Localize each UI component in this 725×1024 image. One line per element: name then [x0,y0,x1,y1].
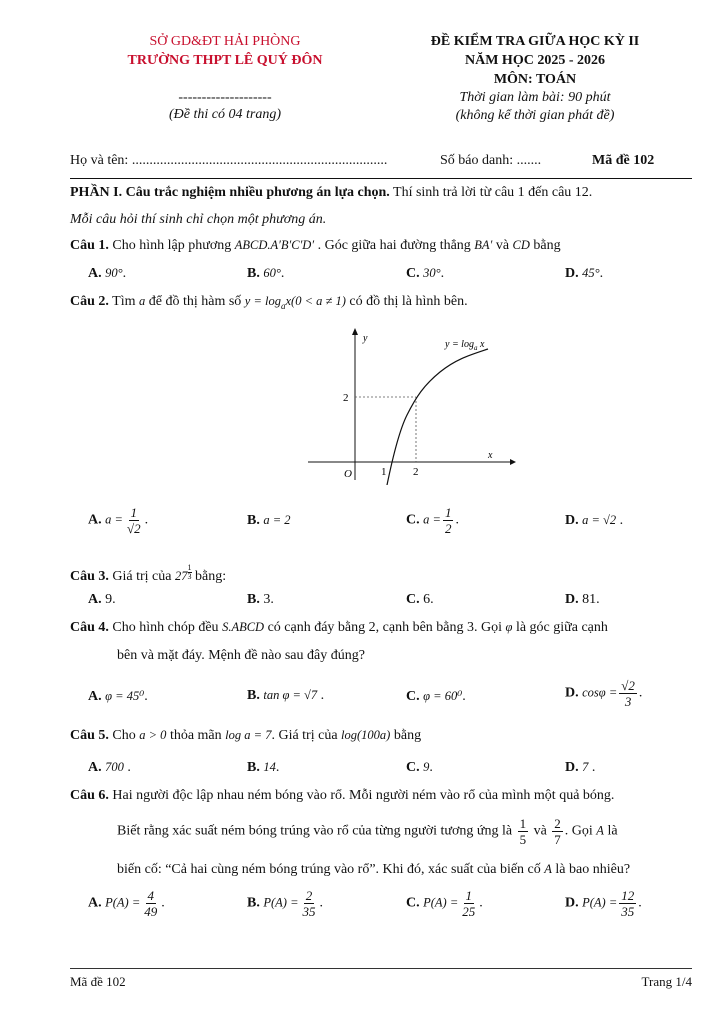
option-value: 6. [423,592,434,607]
q3-text: bằng: [195,569,227,584]
q6-text: . Gọi [564,823,597,839]
question-6-line3 [117,862,630,878]
option-letter: B. [247,760,260,775]
footer-rule [70,968,692,969]
log-curve [386,349,488,485]
fraction-num: √2 [621,678,635,693]
q2-math: a [138,294,146,308]
q6-text: Biết rằng xác suất ném bóng trúng vào rổ của từng người tương ứng là [117,823,513,839]
option-letter: A. [88,592,102,607]
q2-text: để đồ thị hàm số [145,294,245,309]
q2-math-sub: a [281,300,286,311]
fraction-num: 4 [147,888,155,903]
fraction-den: 35 [621,904,635,919]
log-graph [300,325,520,485]
q5-text: bằng [390,728,422,743]
q3-base: 27 [175,569,188,583]
question-4 [70,620,608,636]
option-letter: C. [406,689,420,704]
origin-label: O [344,468,352,480]
q6-text: biến cố: “Cả hai cùng ném bóng trúng vào rổ”. Khi đó, xác suất của biến cố [117,862,545,877]
q1-text: và [492,238,513,253]
subject: MÔN: TOÁN [493,72,577,87]
exam-title: ĐỀ KIỂM TRA GIỮA HỌC KỲ II [430,34,640,49]
option-value: 7 [582,760,589,774]
part1-heading [70,185,592,201]
student-name-label: Họ và tên: ......................................................................... [70,153,388,168]
fraction-num: 2 [554,816,561,831]
q1-text: bằng [529,238,561,253]
fraction [142,888,159,919]
student-id-label: Số báo danh: ....... [440,153,542,168]
q6-option-c[interactable]: C. P(A) = $\frac{1}{25}$ . [406,888,483,919]
option-value: 9. [105,592,116,607]
footer-page-number: Trang 1/4 [641,974,692,989]
option-value: P(A) = [423,895,459,910]
q5-math: a > 0 [139,728,167,742]
footer-exam-code: Mã đề 102 [70,974,126,989]
q5-text: thỏa mãn [166,728,226,743]
header-rule [70,178,692,179]
fraction-num: 1 [519,816,527,831]
q4-label: Câu 4. [70,620,109,635]
q2-text: có đồ thị là hình bên. [345,294,468,309]
q4-option-d[interactable]: D. cosφ = $\frac{√2}{3}$ . [565,678,643,709]
option-value: P(A) = [263,895,299,910]
option-value: 700 [105,760,124,774]
q5-text: . Giá trị của [271,728,342,743]
fraction-den: 25 [462,904,476,919]
q4-text: Cho hình chóp đều [108,620,223,635]
fraction-den: 2 [444,521,452,536]
exam-time-note: (không kể thời gian phát đề) [455,108,615,123]
option-letter: D. [565,513,579,528]
option-letter: B. [247,513,260,528]
question-3 [70,564,226,585]
option-value: φ = 60⁰ [423,689,463,703]
option-value: a = 2 [263,513,291,527]
q3-option-b[interactable] [247,592,274,608]
fraction-den: 7 [554,832,561,847]
q5-option-b[interactable]: B. 14. [247,760,280,775]
option-value: a = [105,512,123,527]
q2-option-a[interactable]: A. a = $\frac{1}{√2}$ . [88,505,149,536]
option-letter: A. [88,760,102,775]
y-axis-label: y [363,333,368,344]
q1-math: ABCD.A′B′C′D′ [234,238,315,252]
q5-option-c[interactable]: C. 9. [406,760,433,775]
fraction-num: 2 [305,888,313,903]
tick-x-2: 2 [413,466,419,478]
option-value: 14 [263,760,276,774]
option-value: a = √2 [582,513,617,527]
fraction [460,888,477,919]
part1-title: PHẦN I. Câu trắc nghiệm nhiều phương án lựa chọn. [70,185,390,200]
option-value: cosφ = [582,685,618,700]
option-letter: D. [565,760,579,775]
question-6 [70,788,614,804]
q1-text: . Góc giữa hai đường thẳng [314,238,475,253]
fraction-den: √2 [126,521,141,536]
q6-math: A [544,862,552,876]
tick-y-2: 2 [343,392,349,404]
q1-text: Cho hình lập phương [108,238,235,253]
q2-math: y = log [244,294,281,308]
option-letter: C. [406,895,420,911]
q6-text: là [603,823,618,839]
fraction-num: 1 [130,505,137,520]
option-value: 90° [105,266,123,280]
fraction-den: 49 [144,904,158,919]
option-value: a = [423,512,441,527]
option-value: φ = 45⁰ [105,689,145,703]
q4-math: S.ABCD [222,620,265,634]
q6-text: Hai người độc lập nhau ném bóng vào rổ. Mỗi người ném vào rổ của mình một quả bóng. [108,788,615,803]
q6-option-d[interactable]: D. P(A) = $\frac{12}{35}$ . [565,888,642,919]
option-letter: B. [247,895,260,911]
option-letter: B. [247,592,260,607]
option-value: 45° [582,266,600,280]
q3-option-c[interactable] [406,592,434,608]
q3-exponent [188,564,192,581]
option-letter: B. [247,688,260,703]
tick-x-1: 1 [381,466,387,478]
exp-den: 3 [187,572,192,581]
question-4-line2: bên và mặt đáy. Mệnh đề nào sau đây đúng? [117,648,365,663]
option-letter: D. [565,592,579,607]
option-value: 60° [263,266,281,280]
part1-desc: Thí sinh trả lời từ câu 1 đến câu 12. [389,185,593,200]
q6-text: và [533,823,547,839]
option-value: 81. [582,592,600,607]
q1-option-d[interactable]: D. 45°. [565,266,604,281]
q5-option-d[interactable]: D. 7 . [565,760,596,775]
option-value: 3. [263,592,274,607]
q3-option-d[interactable] [565,592,600,608]
x-axis-label: x [488,450,493,461]
q1-math: BA′ [474,238,493,252]
question-5 [70,728,421,744]
q6-text: là bao nhiêu? [551,862,631,877]
option-value: P(A) = [582,895,618,910]
header-divider: -------------------- [178,90,272,105]
q2-option-c[interactable]: C. a = $\frac{1}{2}$ . [406,505,459,536]
q6-option-b[interactable]: B. P(A) = $\frac{2}{35}$ . [247,888,323,919]
option-letter: C. [406,592,420,607]
q5-text: Cho [108,728,140,743]
question-1 [70,238,561,254]
q4-option-b[interactable]: B. tan φ = √7 . [247,688,325,703]
part1-note: Mỗi câu hỏi thí sinh chỉ chọn một phương án. [70,212,327,227]
option-letter: C. [406,760,420,775]
q2-option-d[interactable]: D. a = √2 . [565,513,624,528]
fraction-num: 1 [465,888,473,903]
option-letter: A. [88,266,102,281]
fraction [619,888,636,919]
q1-math: CD [512,238,530,252]
option-letter: A. [88,512,102,528]
q6-option-a[interactable]: A. P(A) = $\frac{4}{49}$ . [88,888,165,919]
q5-label: Câu 5. [70,728,109,743]
q1-label: Câu 1. [70,238,109,253]
q1-option-a[interactable]: A. 90°. [88,266,127,281]
q3-option-a[interactable] [88,592,116,608]
q2-math: x(0 < a ≠ 1) [285,294,346,308]
exam-code: Mã đề 102 [592,153,655,168]
q4-text: là góc giữa cạnh [512,620,608,635]
fraction-num: 1 [444,505,452,520]
option-letter: A. [88,895,102,911]
fraction [552,816,563,847]
fraction [301,888,318,919]
pages-note: (Đề thi có 04 trang) [169,107,281,122]
q2-option-b[interactable] [247,513,291,529]
x-axis-arrow [510,459,516,465]
q6-label: Câu 6. [70,788,109,803]
fraction-den: 35 [302,904,316,919]
q2-text: Tìm [108,294,139,309]
q3-text: Giá trị của [108,569,175,584]
fraction [125,505,143,536]
school-year: NĂM HỌC 2025 - 2026 [465,53,605,68]
q5-option-a[interactable]: A. 700 . [88,760,131,775]
option-value: 30° [423,266,441,280]
q3-label: Câu 3. [70,569,109,584]
option-letter: D. [565,685,579,701]
question-6-line2 [117,816,618,847]
fraction [619,678,637,709]
option-letter: D. [565,895,579,911]
option-value: 9 [423,760,430,774]
q4-option-c[interactable]: C. φ = 60⁰. [406,689,466,704]
q4-option-a[interactable]: A. φ = 45⁰. [88,689,148,704]
q2-label: Câu 2. [70,294,109,309]
fraction-num: 12 [621,888,635,903]
q6-math: A [596,823,604,838]
function-label-main: y = log [445,339,474,350]
option-letter: C. [406,512,420,528]
q4-math: φ [505,620,513,634]
question-2 [70,294,468,311]
option-letter: C. [406,266,420,281]
function-label [444,339,485,352]
function-label-var: x [477,339,485,350]
option-value: P(A) = [105,895,141,910]
fraction [518,816,529,847]
option-letter: B. [247,266,260,281]
function-label-sub: a [473,344,478,352]
q1-option-b[interactable]: B. 60°. [247,266,285,281]
fraction-den: 5 [519,832,527,847]
option-letter: D. [565,266,579,281]
school-name: TRƯỜNG THPT LÊ QUÝ ĐÔN [127,53,323,68]
y-axis-arrow [352,328,358,335]
option-value: tan φ = √7 [263,688,318,702]
exam-time: Thời gian làm bài: 90 phút [459,90,611,105]
department-name: SỞ GD&ĐT HẢI PHÒNG [149,34,301,49]
q1-option-c[interactable]: C. 30°. [406,266,445,281]
exp-num: 1 [187,563,192,572]
q4-text: có cạnh đáy bằng 2, cạnh bên bằng 3. Gọi [264,620,506,635]
fraction [443,505,454,536]
fraction-den: 3 [624,694,632,709]
q5-math: log a = 7 [225,728,272,742]
option-letter: A. [88,689,102,704]
q5-math: log(100a) [341,728,391,742]
